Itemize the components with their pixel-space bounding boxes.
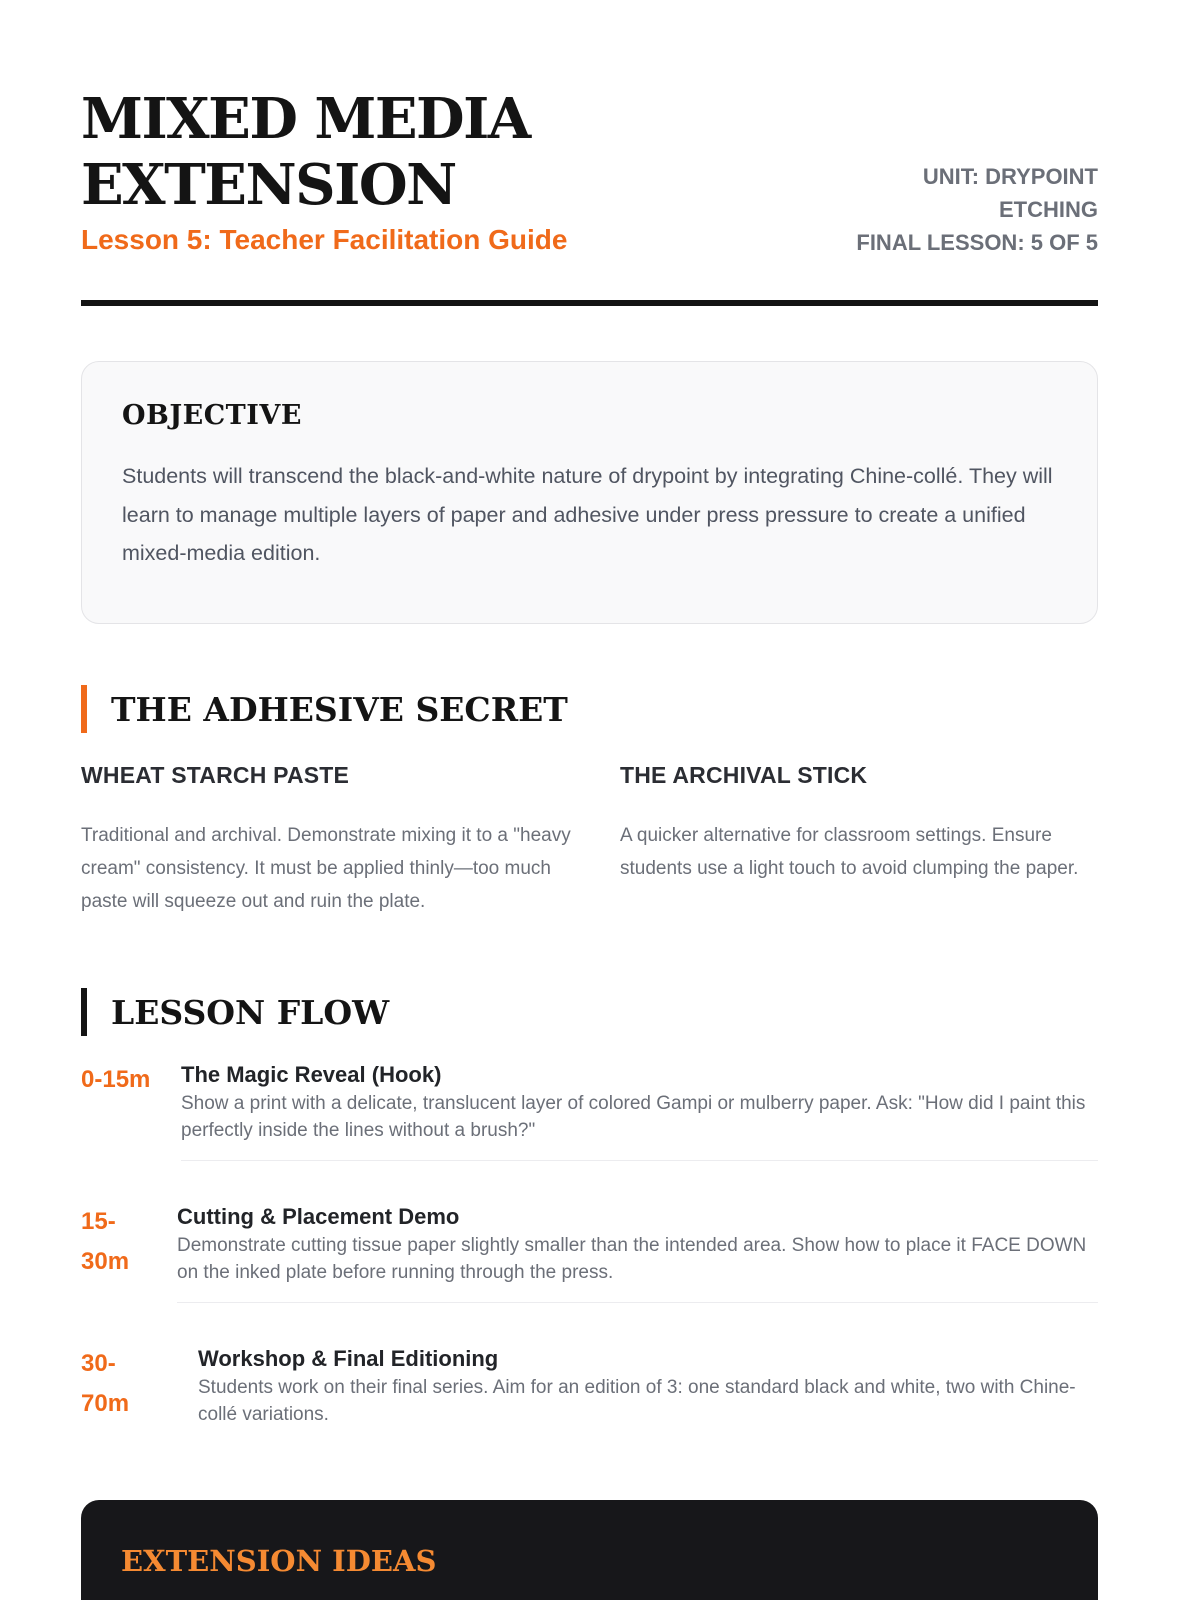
lesson-meta	[798, 160, 1098, 259]
page-title: MIXED MEDIA EXTENSION	[81, 86, 530, 218]
objective-heading: OBJECTIVE	[122, 400, 302, 431]
flow-description: Show a print with a delicate, translucent layer of colored Gampi or mulberry paper. Ask: "How did I paint this perfectly inside the lines without a brush?"	[181, 1093, 1086, 1141]
flow-time: 15-30m	[81, 1208, 130, 1275]
heading-accent-bar	[81, 988, 87, 1036]
flow-title: Cutting & Placement Demo	[177, 1204, 460, 1229]
lesson-flow-item	[81, 1202, 1098, 1312]
heading-accent-bar	[81, 685, 87, 733]
extension-heading: EXTENSION IDEAS	[121, 1544, 437, 1578]
page-header	[81, 86, 1098, 306]
adhesive-column-title: THE ARCHIVAL STICK	[620, 762, 868, 788]
unit-label: UNIT: DRYPOINT ETCHING	[922, 164, 1098, 222]
lesson-flow-item	[81, 1344, 1098, 1454]
flow-time: 30-70m	[81, 1350, 130, 1417]
flow-time: 0-15m	[81, 1066, 151, 1093]
lesson-flow-heading-text: LESSON FLOW	[111, 992, 390, 1032]
lesson-flow-heading	[81, 988, 389, 1036]
flow-title: Workshop & Final Editioning	[198, 1346, 499, 1371]
extension-ideas-panel	[81, 1500, 1098, 1600]
flow-description: Students work on their final series. Aim for an edition of 3: one standard black and white, two with Chine-collé variations.	[198, 1377, 1076, 1425]
flow-description: Demonstrate cutting tissue paper slightly smaller than the intended area. Show how to place it FACE DOWN on the inked plate before running through the press.	[177, 1235, 1087, 1283]
page-subtitle: Lesson 5: Teacher Facilitation Guide	[81, 224, 568, 255]
adhesive-column-text: Traditional and archival. Demonstrate mixing it to a "heavy cream" consistency. It must be applied thinly—too much paste will squeeze out and ruin the plate.	[81, 825, 571, 912]
header-divider	[81, 300, 1098, 306]
flow-body	[181, 1060, 1098, 1161]
adhesive-column-title: WHEAT STARCH PASTE	[81, 762, 350, 788]
adhesive-column-text: A quicker alternative for classroom settings. Ensure students use a light touch to avoid clumping the paper.	[620, 825, 1079, 879]
adhesive-column-wheat-starch	[81, 762, 571, 918]
objective-card	[81, 361, 1098, 624]
flow-title: The Magic Reveal (Hook)	[181, 1062, 442, 1087]
objective-text: Students will transcend the black-and-white nature of drypoint by integrating Chine-collé. They will learn to manage multiple layers of paper and adhesive under press pressure to create a unified mixed-media edition.	[122, 464, 1053, 565]
adhesive-column-archival-stick	[620, 762, 1110, 885]
flow-body	[177, 1202, 1098, 1303]
lesson-flow-item	[81, 1060, 1098, 1170]
adhesive-section-heading	[81, 685, 568, 733]
lesson-count-label: FINAL LESSON: 5 OF 5	[856, 230, 1098, 255]
adhesive-heading-text: THE ADHESIVE SECRET	[111, 689, 568, 729]
flow-body	[198, 1344, 1098, 1444]
